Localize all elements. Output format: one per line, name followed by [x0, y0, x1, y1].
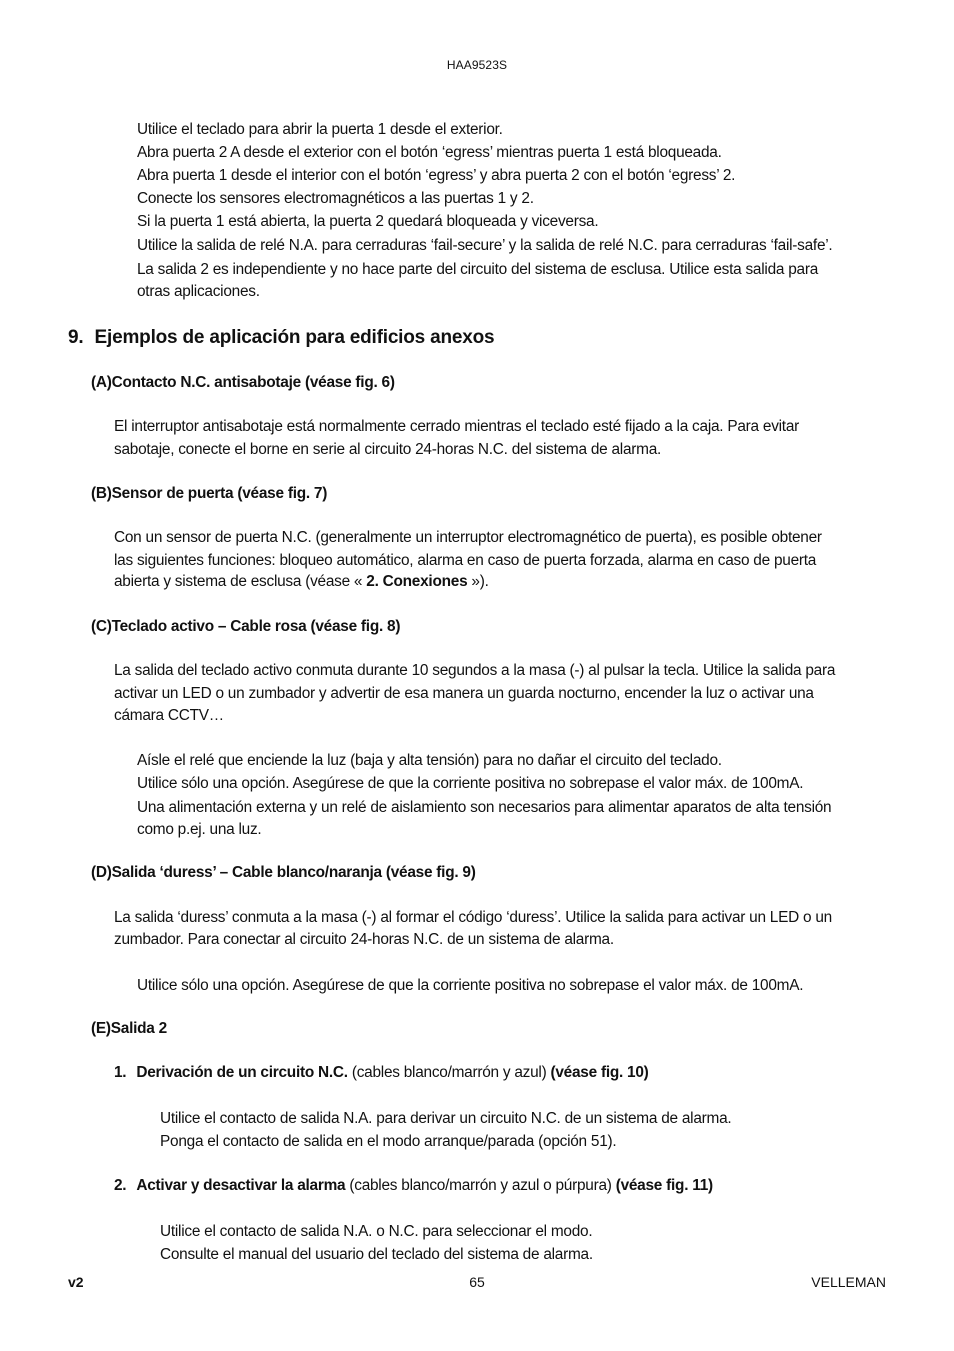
list-item-title: Activar y desactivar la alarma — [136, 1177, 346, 1194]
intro-line: Si la puerta 1 está abierta, la puerta 2 quedará bloqueada y viceversa. — [137, 213, 599, 230]
list-item-2-heading — [114, 1176, 713, 1196]
subsection-a-title: (A)Contacto N.C. antisabotaje (véase fig. 6) — [91, 374, 395, 391]
footer-page-number: 65 — [469, 1274, 485, 1290]
list-item-line: Ponga el contacto de salida en el modo arranque/parada (opción 51). — [160, 1133, 617, 1150]
intro-line: Abra puerta 1 desde el interior con el botón ‘egress’ y abra puerta 2 con el botón ‘egress’ 2. — [137, 167, 736, 184]
page-header-model: HAA9523S — [446, 58, 508, 72]
section-title: Ejemplos de aplicación para edificios anexos — [94, 327, 495, 348]
figure-reference: (véase fig. 11) — [615, 1177, 713, 1194]
section-number: 9. — [68, 327, 84, 348]
note-line: Utilice sólo una opción. Asegúrese de que la corriente positiva no sobrepase el valor máx. de 100mA. — [137, 775, 804, 792]
list-item-line: Utilice el contacto de salida N.A. para derivar un circuito N.C. de un sistema de alarma. — [160, 1110, 732, 1127]
note-line: Aísle el relé que enciende la luz (baja y alta tensión) para no dañar el circuito del teclado. — [137, 752, 722, 769]
intro-line: Utilice la salida de relé N.A. para cerraduras ‘fail-secure’ y la salida de relé N.C. para cerraduras ‘fail-safe’. — [137, 237, 833, 254]
note-line: Utilice sólo una opción. Asegúrese de que la corriente positiva no sobrepase el valor máx. de 100mA. — [137, 977, 804, 994]
list-number: 1. — [114, 1064, 127, 1081]
paragraph-line: cámara CCTV… — [114, 707, 224, 724]
list-item-detail: (cables blanco/marrón y azul) — [347, 1064, 551, 1081]
paragraph-line: activar un LED o un zumbador y advertir de esa manera un guarda nocturno, encender la luz o activar una — [114, 685, 814, 702]
paragraph-line: zumbador. Para conectar al circuito 24-horas N.C. de un sistema de alarma. — [114, 931, 614, 948]
intro-line: otras aplicaciones. — [137, 283, 260, 300]
subsection-e-title: (E)Salida 2 — [91, 1020, 167, 1037]
intro-line: La salida 2 es independiente y no hace parte del circuito del sistema de esclusa. Utilice esta salida para — [137, 261, 819, 278]
footer-version: v2 — [68, 1274, 84, 1290]
subsection-d-title: (D)Salida ‘duress’ – Cable blanco/naranja (véase fig. 9) — [91, 864, 476, 881]
section-heading — [68, 327, 494, 349]
list-number: 2. — [114, 1177, 127, 1194]
intro-line: Utilice el teclado para abrir la puerta 1 desde el exterior. — [137, 121, 503, 138]
list-item-1-heading — [114, 1063, 649, 1083]
paragraph-line: El interruptor antisabotaje está normalmente cerrado mientras el teclado esté fijado a la caja. Para evitar — [114, 418, 800, 435]
list-item-line: Consulte el manual del usuario del teclado del sistema de alarma. — [160, 1246, 593, 1263]
subsection-c-title: (C)Teclado activo – Cable rosa (véase fig. 8) — [91, 618, 401, 635]
list-item-detail: (cables blanco/marrón y azul o púrpura) — [345, 1177, 616, 1194]
intro-line: Conecte los sensores electromagnéticos a las puertas 1 y 2. — [137, 190, 534, 207]
paragraph-line — [114, 572, 489, 592]
paragraph-line: sabotaje, conecte el borne en serie al circuito 24-horas N.C. del sistema de alarma. — [114, 441, 662, 458]
paragraph-line: Con un sensor de puerta N.C. (generalmente un interruptor electromagnético de puerta), es posible obtener — [114, 529, 822, 546]
subsection-b-title: (B)Sensor de puerta (véase fig. 7) — [91, 485, 328, 502]
note-line: Una alimentación externa y un relé de aislamiento son necesarios para alimentar aparatos de alta tensión — [137, 799, 832, 816]
section-reference: 2. Conexiones — [366, 573, 468, 590]
list-item-line: Utilice el contacto de salida N.A. o N.C. para seleccionar el modo. — [160, 1223, 593, 1240]
text-run: abierta y sistema de esclusa (véase « — [114, 573, 367, 590]
paragraph-line: las siguientes funciones: bloqueo automático, alarma en caso de puerta forzada, alarma en caso de puerta — [114, 552, 817, 569]
text-run: »). — [467, 573, 489, 590]
paragraph-line: La salida ‘duress’ conmuta a la masa (-) al formar el código ‘duress’. Utilice la salida para activar un LED o un — [114, 909, 832, 926]
figure-reference: (véase fig. 10) — [550, 1064, 649, 1081]
footer-brand: VELLEMAN — [811, 1274, 886, 1290]
list-item-title: Derivación de un circuito N.C. — [136, 1064, 348, 1081]
paragraph-line: La salida del teclado activo conmuta durante 10 segundos a la masa (-) al pulsar la tecla. Utilice la salida para — [114, 662, 836, 679]
intro-line: Abra puerta 2 A desde el exterior con el botón ‘egress’ mientras puerta 1 está bloqueada. — [137, 144, 722, 161]
note-line: como p.ej. una luz. — [137, 821, 262, 838]
